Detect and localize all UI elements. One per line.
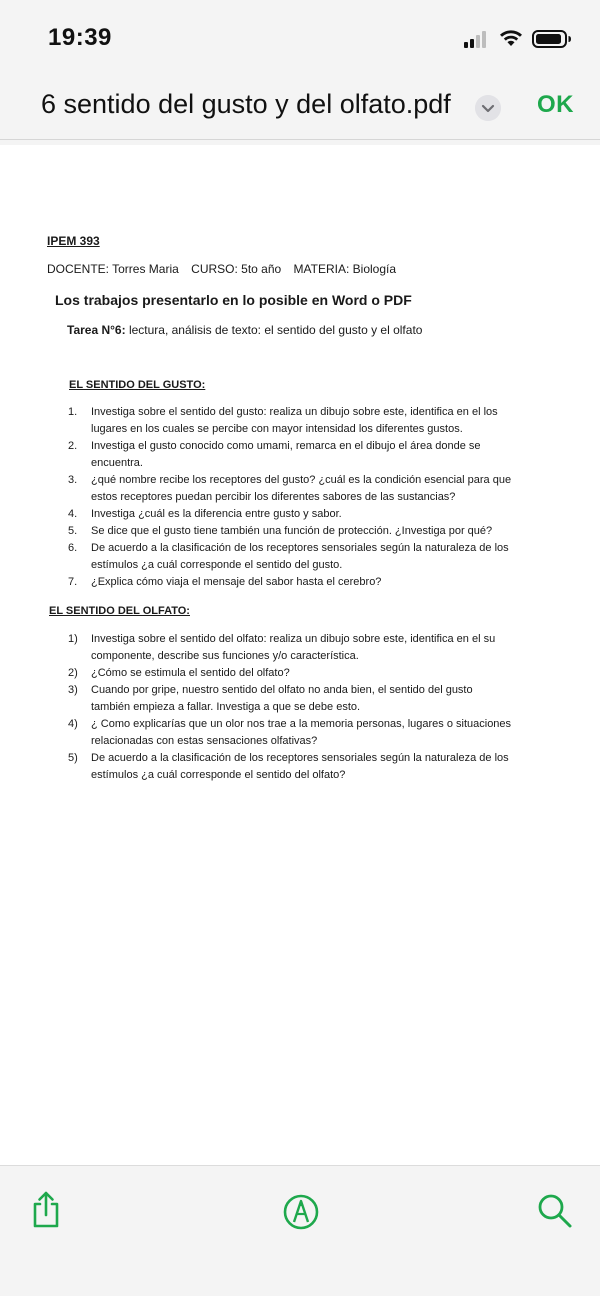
status-time: 19:39 (48, 24, 112, 51)
question-text-line: ¿ Como explicarías que un olor nos trae a la memoria personas, lugares o situaciones (91, 718, 512, 730)
navigation-header (0, 75, 600, 140)
question-text-line: también empieza a fallar. Investiga a que se debe esto. (91, 701, 361, 713)
question-number: 3) (68, 684, 78, 696)
document-title[interactable]: 6 sentido del gusto y del olfato.pdf (41, 89, 451, 119)
question-text-line: Investiga sobre el sentido del olfato: realiza un dibujo sobre este, identifica en el su (91, 633, 496, 645)
teacher-info-line (47, 262, 405, 276)
question-number: 1. (68, 406, 78, 418)
teacher-name: DOCENTE: Torres Maria (47, 262, 179, 276)
search-icon[interactable] (534, 1190, 574, 1230)
school-name: IPEM 393 (47, 234, 100, 248)
question-number: 5. (68, 525, 78, 537)
question-number: 5) (68, 752, 78, 764)
pdf-page (0, 145, 600, 1165)
question-text-line: ¿Explica cómo viaja el mensaje del sabor hasta el cerebro? (91, 576, 382, 588)
question-item (68, 574, 568, 591)
question-text-line: De acuerdo a la clasificación de los receptores sensoriales según la naturaleza de los (91, 542, 509, 554)
question-text-line: ¿qué nombre recibe los receptores del gusto? ¿cuál es la condición esencial para que (91, 474, 512, 486)
question-text-line: Cuando por gripe, nuestro sentido del olfato no anda bien, el sentido del gusto (91, 684, 473, 696)
olfato-question-list (68, 631, 568, 784)
question-item (68, 631, 568, 665)
question-item (68, 506, 568, 523)
gusto-question-list (68, 404, 568, 591)
status-bar (0, 0, 600, 75)
question-text-line: ¿Cómo se estimula el sentido del olfato? (91, 667, 290, 679)
share-icon[interactable] (26, 1190, 66, 1230)
cellular-signal-icon (464, 30, 490, 48)
ok-button[interactable]: OK (537, 91, 574, 118)
battery-icon (532, 30, 572, 48)
question-item (68, 523, 568, 540)
wifi-icon (498, 28, 524, 48)
question-text-line: encuentra. (91, 457, 143, 469)
course-label: CURSO: 5to año (191, 262, 282, 276)
question-text-line: Investiga ¿cuál es la diferencia entre gusto y sabor. (91, 508, 342, 520)
question-text-line: lugares en los cuales se percibe con mayor intensidad los diferentes gustos. (91, 423, 463, 435)
bottom-toolbar (0, 1165, 600, 1296)
question-number: 7. (68, 576, 78, 588)
question-text-line: estímulos ¿a cuál corresponde el sentido del olfato? (91, 769, 346, 781)
section-title-gusto: EL SENTIDO DEL GUSTO: (69, 379, 206, 391)
question-number: 3. (68, 474, 78, 486)
chevron-down-icon[interactable] (475, 95, 501, 121)
subject-label: MATERIA: Biología (293, 262, 397, 276)
submission-instruction: Los trabajos presentarlo en lo posible en Word o PDF (55, 292, 412, 308)
task-label: Tarea N°6: (67, 323, 126, 337)
question-text-line: estos receptores puedan percibir los diferentes sabores de las sustancias? (91, 491, 456, 503)
section-title-olfato: EL SENTIDO DEL OLFATO: (49, 605, 190, 617)
markup-pen-icon[interactable] (281, 1192, 321, 1232)
question-item (68, 750, 568, 784)
question-item (68, 404, 568, 438)
question-number: 4. (68, 508, 78, 520)
question-text-line: De acuerdo a la clasificación de los receptores sensoriales según la naturaleza de los (91, 752, 509, 764)
question-number: 4) (68, 718, 78, 730)
question-text-line: componente, describe sus funciones y/o característica. (91, 650, 359, 662)
question-number: 2) (68, 667, 78, 679)
question-text-line: estímulos ¿a cuál corresponde el sentido del gusto. (91, 559, 343, 571)
question-text-line: Investiga sobre el sentido del gusto: realiza un dibujo sobre este, identifica en el los (91, 406, 498, 418)
task-description (67, 323, 422, 337)
question-text-line: Investiga el gusto conocido como umami, remarca en el dibujo el área donde se (91, 440, 481, 452)
question-item (68, 472, 568, 506)
question-item (68, 438, 568, 472)
task-text: lectura, análisis de texto: el sentido del gusto y el olfato (125, 323, 423, 337)
question-number: 1) (68, 633, 78, 645)
question-number: 2. (68, 440, 78, 452)
question-text-line: Se dice que el gusto tiene también una función de protección. ¿Investiga por qué? (91, 525, 493, 537)
question-item (68, 716, 568, 750)
question-item (68, 682, 568, 716)
question-item (68, 540, 568, 574)
question-text-line: relacionadas con estas sensaciones olfativas? (91, 735, 318, 747)
question-number: 6. (68, 542, 78, 554)
question-item (68, 665, 568, 682)
